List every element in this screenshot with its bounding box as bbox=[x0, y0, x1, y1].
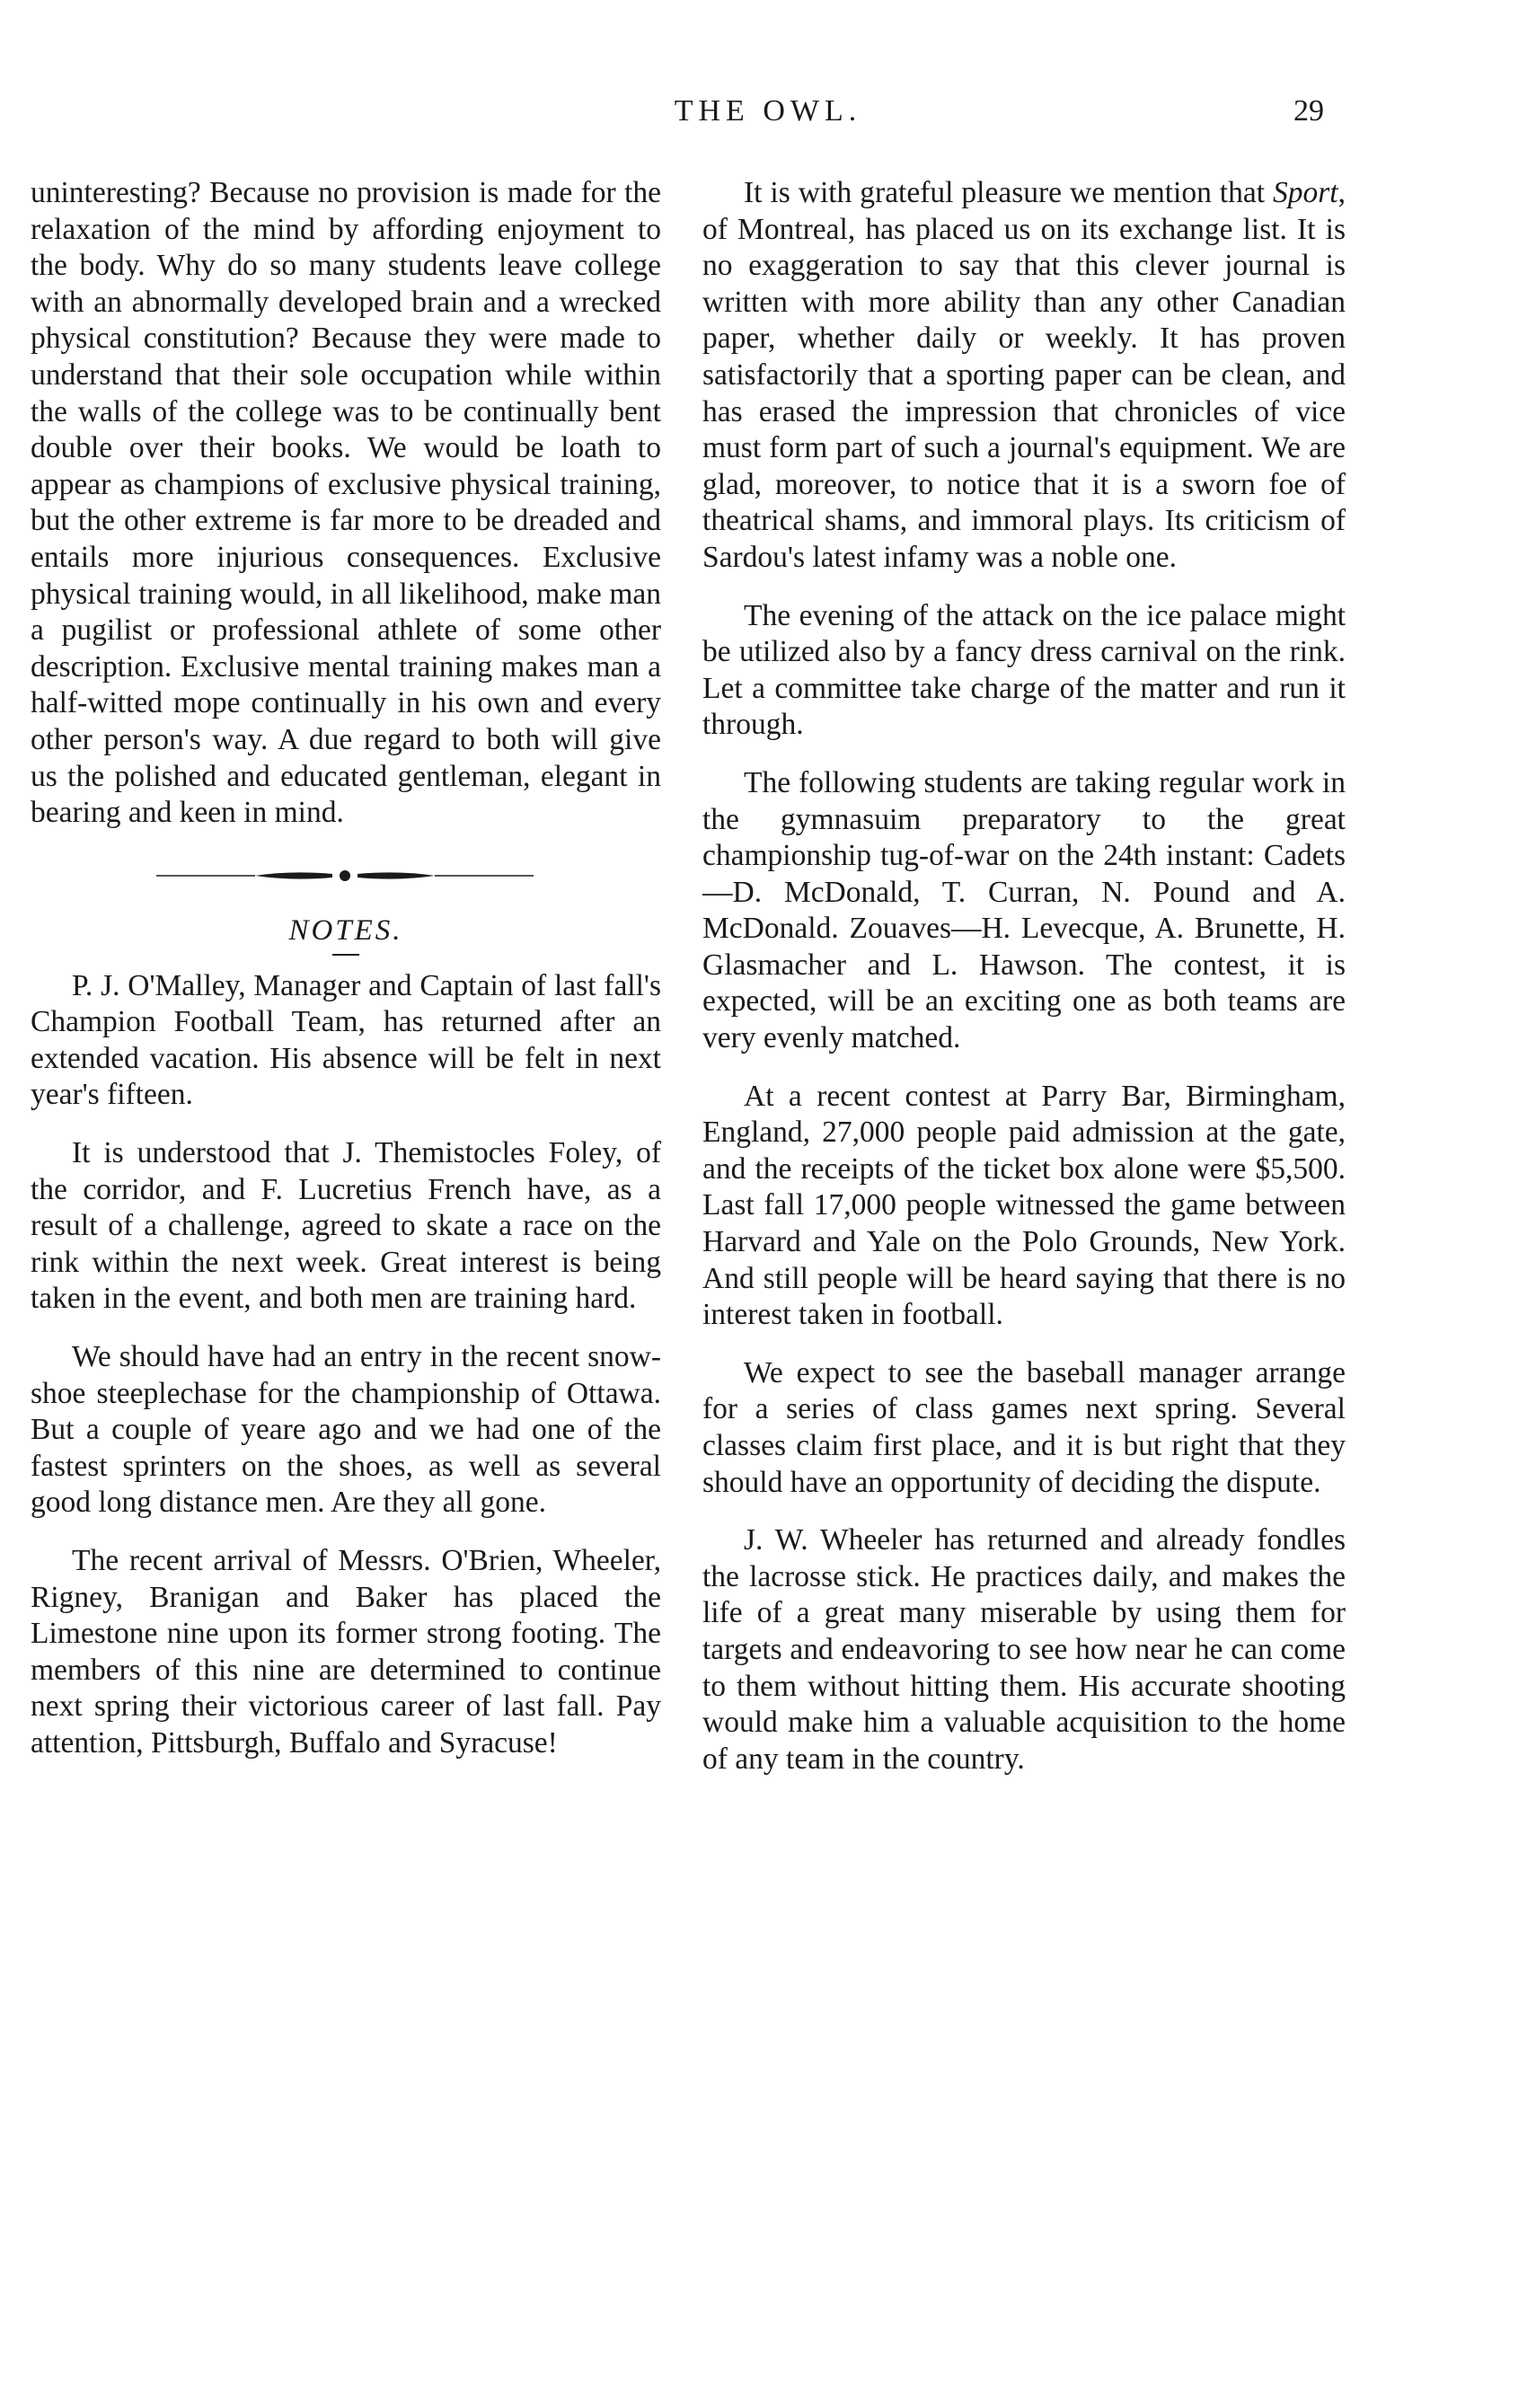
sport-text-before: It is with grateful pleasure we mention that bbox=[744, 176, 1274, 209]
running-head bbox=[0, 94, 1536, 139]
sport-text-after: , of Montreal, has placed us on its exchange list. It is no exaggeration to say that this clever journal is written with more ability than any other Canadian paper, whether daily or weekly. It has proven satisfactorily that a sporting paper can be clean, and has erased the impression that chronicles of vice must form part of such a journal's equipment. We are glad, moreover, to notice that it is a sworn foe of theatrical shams, and immoral plays. Its criticism of Sardou's latest infamy was a noble one. bbox=[702, 176, 1346, 574]
heading-rule bbox=[332, 954, 359, 956]
note-carnival: The evening of the attack on the ice palace might be utilized also by a fancy dress carnival on the rink. Let a committee take charge of the matter and run it through. bbox=[702, 598, 1346, 742]
note-omalley: P. J. O'Malley, Manager and Captain of last fall's Champion Football Team, has returned after an extended vacation. His absence will be felt in next year's fifteen. bbox=[31, 968, 661, 1112]
note-tug-of-war: The following students are taking regular work in the gymnasuim preparatory to the great championship tug-of-war on the 24th instant: Cadets—D. McDonald, T. Curran, N. Pound and A. McDonald. Zouaves—H. Levecque, A. Brunette, H. Glasmacher and L. Hawson. The contest, it is expected, will be an exciting one as both teams are very evenly matched. bbox=[702, 765, 1346, 1055]
note-baseball: We expect to see the baseball manager arrange for a series of class games next spring. Several classes claim first place, and it is but right that they should have an opportunity of deciding the dispute. bbox=[702, 1355, 1346, 1499]
note-parry-bar: At a recent contest at Parry Bar, Birmingham, England, 27,000 people paid admission at the gate, and the receipts of the ticket box alone were $5,500. Last fall 17,000 people witnessed the game between Harvard and Yale on the Polo Grounds, New York. And still people will be heard saying that there is no interest taken in football. bbox=[702, 1079, 1346, 1332]
ornamental-divider bbox=[31, 853, 661, 907]
running-title: THE OWL. bbox=[674, 94, 862, 128]
paragraph-physical-training: uninteresting? Because no provision is made for the relaxation of the mind by affording enjoyment to the body. Why do so many students leave college with an abnormally developed brain and a wrecked physical constitution? Because they were made to understand that their sole occupation while within the walls of the college was to be continually bent double over their books. We would be loath to appear as champions of exclusive physical training, but the other extreme is far more to be dreaded and entails more injurious consequences. Exclusive physical training would, in all likelihood, make man a pugilist or professional athlete of some other description. Exclusive mental training makes man a half-witted mope continually in his own and every other person's way. A due regard to both will give us the polished and educated gentleman, elegant in bearing and keen in mind. bbox=[31, 176, 661, 830]
note-wheeler: J. W. Wheeler has returned and already fondles the lacrosse stick. He practices daily, and makes the life of a great many miserable by using them for targets and endeavoring to see how near he can come to them without hitting them. His accurate shooting would make him a valuable acquisition to the home of any team in the country. bbox=[702, 1523, 1346, 1776]
notes-heading: NOTES. bbox=[288, 913, 403, 947]
sport-title: Sport bbox=[1273, 176, 1338, 209]
divider-flourish-icon bbox=[156, 862, 534, 889]
note-skate-race: It is understood that J. Themistocles Foley, of the corridor, and F. Lucretius French have, as a result of a challenge, agreed to skate a race on the rink within the next week. Great interest is being taken in the event, and both men are training hard. bbox=[31, 1136, 661, 1316]
page-number: 29 bbox=[1293, 94, 1324, 128]
right-column bbox=[702, 175, 1346, 1799]
note-limestone-nine: The recent arrival of Messrs. O'Brien, Wheeler, Rigney, Branigan and Baker has placed the Limestone nine upon its former strong footing. The members of this nine are determined to continue next spring their victorious career of last fall. Pay attention, Pittsburgh, Buffalo and Syracuse! bbox=[31, 1544, 661, 1760]
left-column bbox=[31, 175, 661, 1784]
note-snowshoe: We should have had an entry in the recent snow-shoe steeplechase for the championship of Ottawa. But a couple of yeare ago and we had one of the fastest sprinters on the shoes, as well as several good long distance men. Are they all gone. bbox=[31, 1340, 661, 1520]
note-sport-journal bbox=[702, 175, 1346, 577]
